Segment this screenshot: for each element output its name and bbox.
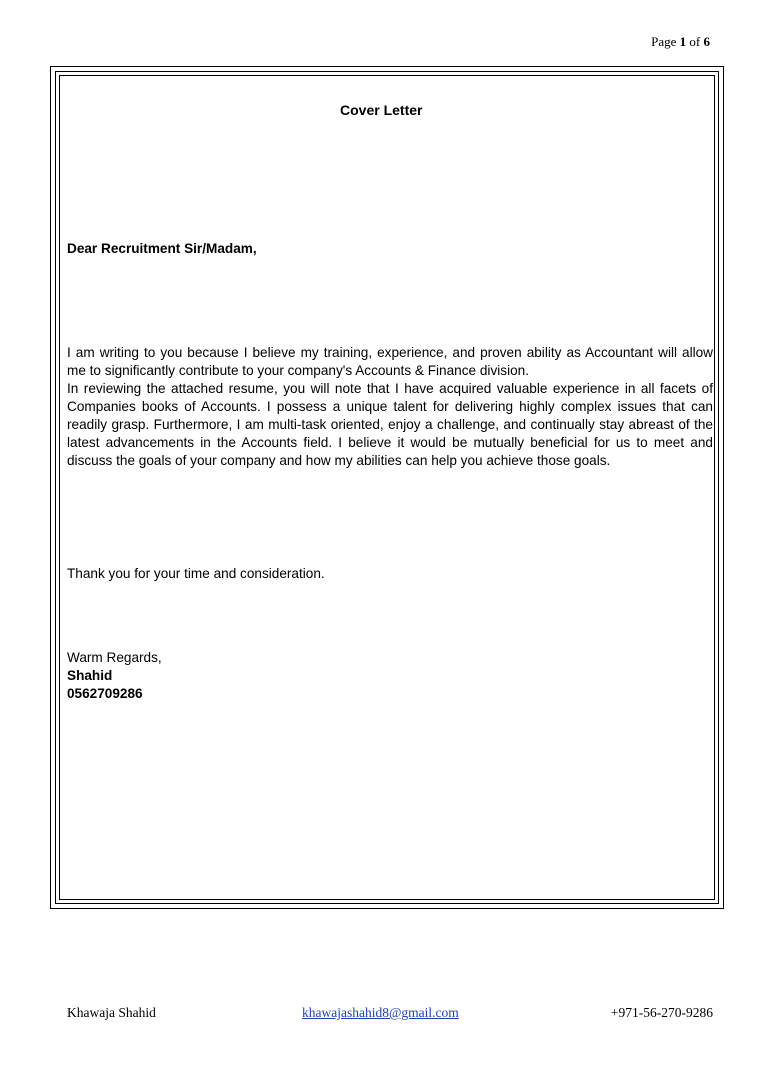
letter-body bbox=[67, 344, 713, 470]
page-footer bbox=[67, 1004, 713, 1022]
closing-block bbox=[67, 649, 713, 703]
signer-name: Shahid bbox=[67, 668, 113, 683]
closing-regards: Warm Regards, bbox=[67, 650, 162, 665]
footer-email-link[interactable]: khawajashahid8@gmail.com bbox=[302, 1005, 459, 1020]
thanks-line: Thank you for your time and consideration. bbox=[67, 566, 325, 581]
page-total: 6 bbox=[703, 34, 710, 49]
page-current: 1 bbox=[679, 34, 687, 49]
footer-name: Khawaja Shahid bbox=[67, 1005, 156, 1020]
salutation: Dear Recruitment Sir/Madam, bbox=[67, 241, 257, 256]
page-border-inner bbox=[59, 75, 715, 900]
page-of: of bbox=[689, 34, 701, 49]
page-prefix: Page bbox=[651, 34, 677, 49]
letter-title: Cover Letter bbox=[340, 102, 423, 118]
body-paragraph-1: I am writing to you because I believe my training, experience, and proven ability as Accountant will allow me to significantly contribute to your company's Accounts & Finance division. bbox=[67, 345, 713, 378]
footer-phone: +971-56-270-9286 bbox=[610, 1005, 713, 1020]
page-counter bbox=[560, 34, 710, 50]
signer-phone: 0562709286 bbox=[67, 686, 143, 701]
body-paragraph-2: In reviewing the attached resume, you will note that I have acquired valuable experience in all facets of Companies books of Accounts. I possess a unique talent for delivering highly complex issues that can readily grasp. Furthermore, I am multi-task oriented, enjoy a challenge, and continually stay abreast of the latest advancements in the Accounts field. I believe it would be mutually beneficial for us to meet and discuss the goals of your company and how my abilities can help you achieve those goals. bbox=[67, 381, 713, 468]
